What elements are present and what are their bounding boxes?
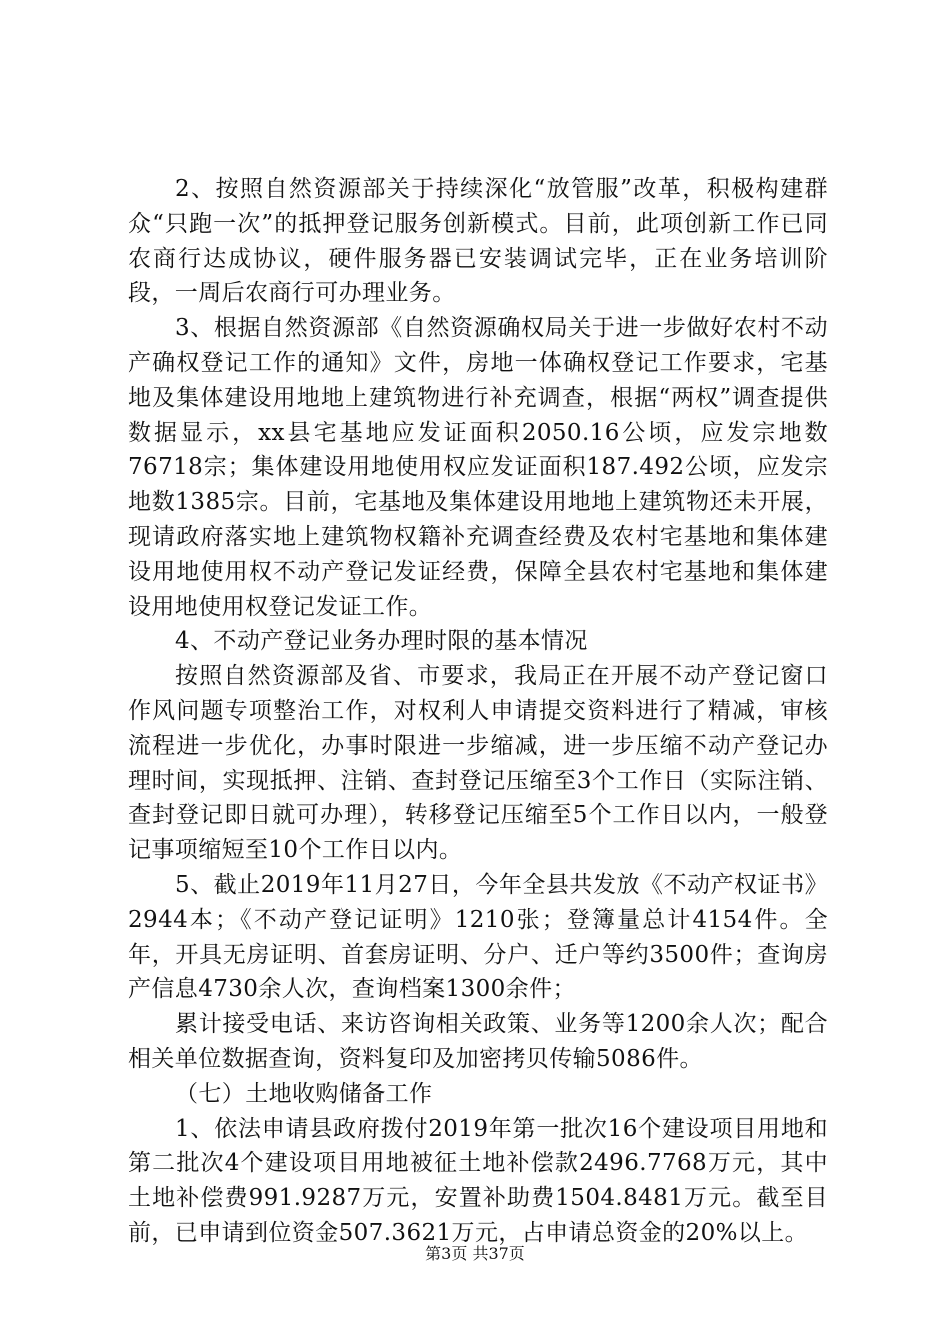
- paragraph-5-statistics: 5、截止2019年11月27日，今年全县共发放《不动产权证书》2944本；《不动产登记证明》1210张；登簿量总计4154件。全年，开具无房证明、首套房证明、分户、迁户等约3500件；查询房产信息4730余人次，查询档案1300余件；: [128, 871, 828, 1003]
- paragraph-consultation-stats: 累计接受电话、来访咨询相关政策、业务等1200余人次；配合相关单位数据查询，资料复印及加密拷贝传输5086件。: [128, 1011, 828, 1072]
- paragraph-time-limit-details: 按照自然资源部及省、市要求，我局正在开展不动产登记窗口作风问题专项整治工作，对权利人申请提交资料进行了精减，审核流程进一步优化，办事时限进一步缩减，进一步压缩不动产登记办理时间，实现抵押、注销、查封登记压缩至3个工作日（实际注销、查封登记即日就可办理），转移登记压缩至5个工作日以内，一般登记事项缩短至10个工作日以内。: [128, 663, 828, 864]
- page-number-footer: 第3页 共37页: [425, 1244, 525, 1263]
- document-body: [128, 172, 828, 1251]
- paragraph-4-heading: 4、不动产登记业务办理时限的基本情况: [175, 628, 588, 655]
- paragraph-2-mortgage-service: 2、按照自然资源部关于持续深化“放管服”改革，积极构建群众“只跑一次”的抵押登记服务创新模式。目前，此项创新工作已同农商行达成协议，硬件服务器已安装调试完毕，正在业务培训阶段，一周后农商行可办理业务。: [128, 176, 828, 307]
- paragraph-land-compensation: 1、依法申请县政府拨付2019年第一批次16个建设项目用地和第二批次4个建设项目用地被征土地补偿款2496.7768万元，其中土地补偿费991.9287万元，安置补助费1504.8481万元。截至目前，已申请到位资金507.3621万元，占申请总资金的20%以上。: [128, 1115, 828, 1246]
- section-heading-land-reserve: （七）土地收购储备工作: [175, 1080, 433, 1107]
- paragraph-3-rural-registration: 3、根据自然资源部《自然资源确权局关于进一步做好农村不动产确权登记工作的通知》文件，房地一体确权登记工作要求，宅基地及集体建设用地地上建筑物进行补充调查，根据“两权”调查提供数据显示，xx县宅基地应发证面积2050.16公顷，应发宗地数76718宗；集体建设用地使用权应发证面积187.492公顷，应发宗地数1385宗。目前，宅基地及集体建设用地地上建筑物还未开展，现请政府落实地上建筑物权籍补充调查经费及农村宅基地和集体建设用地使用权不动产登记发证经费，保障全县农村宅基地和集体建设用地使用权登记发证工作。: [128, 315, 828, 620]
